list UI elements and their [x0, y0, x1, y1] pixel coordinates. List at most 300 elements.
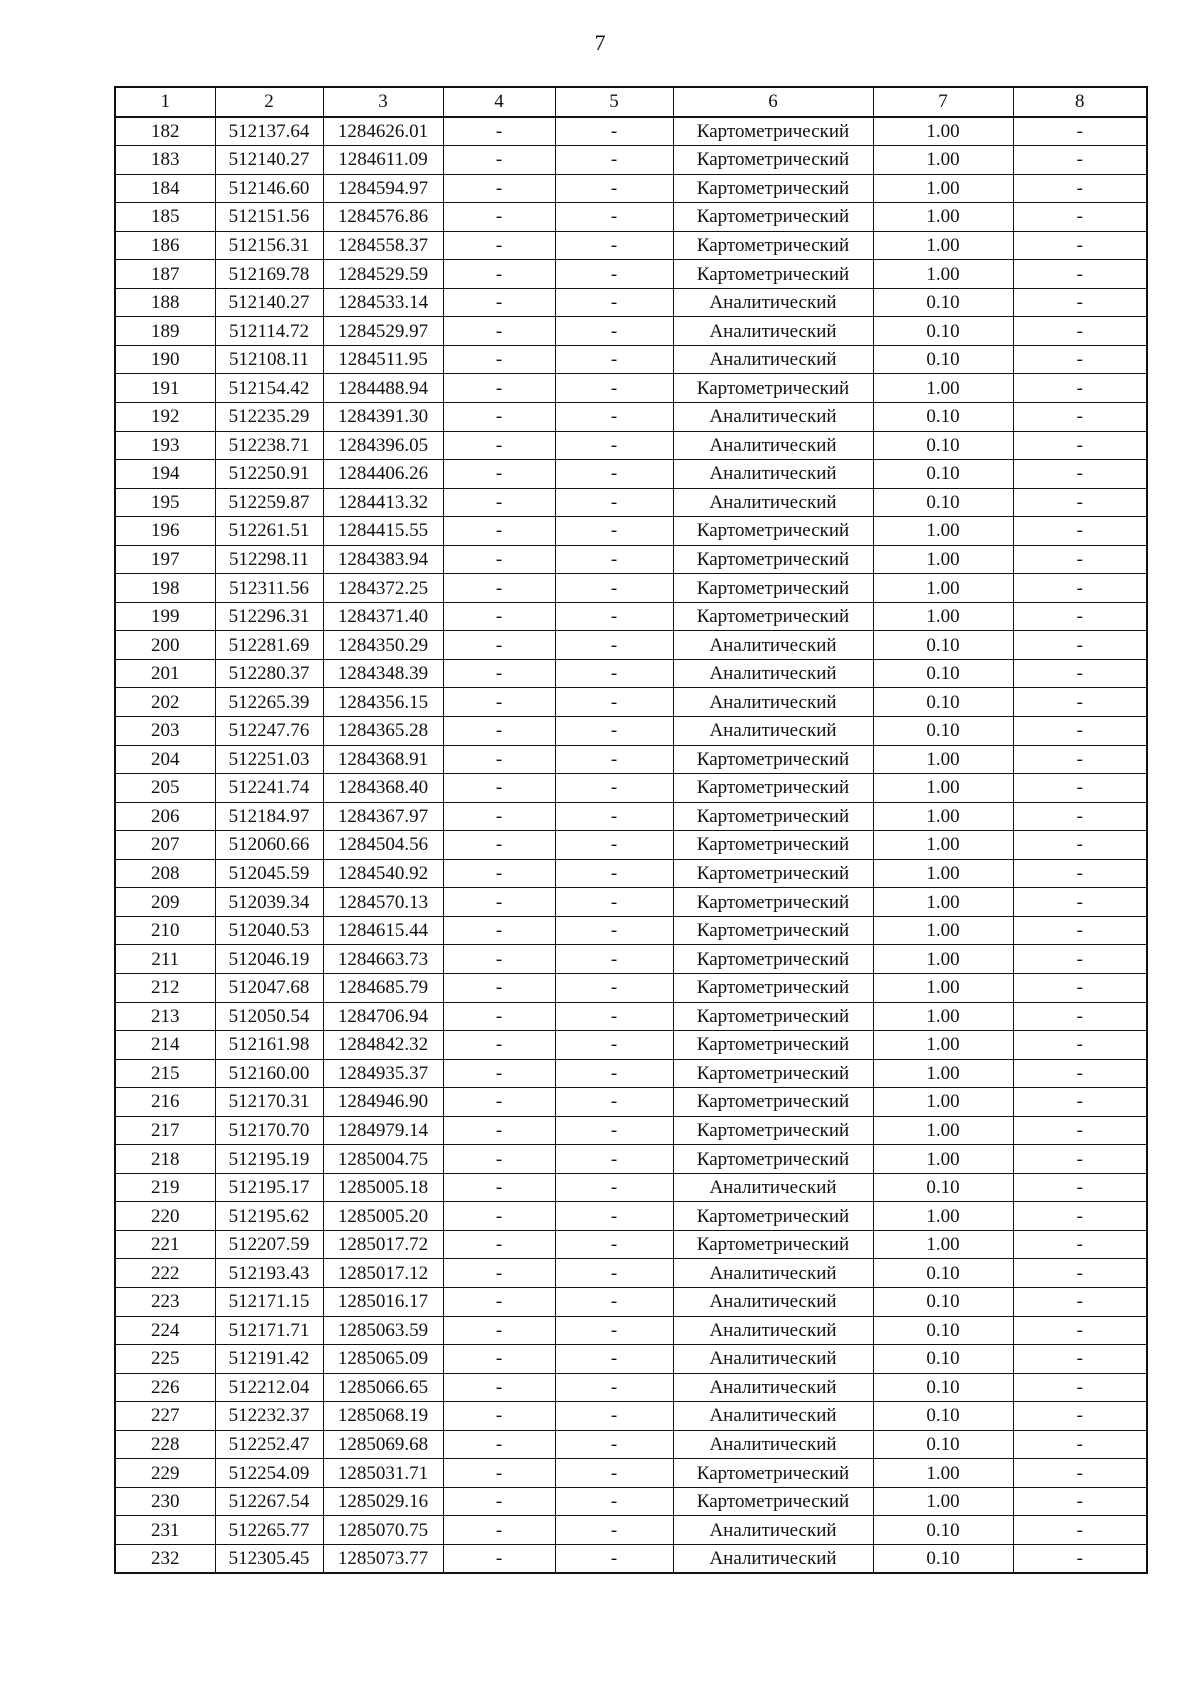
x-coordinate-cell: 512140.27: [215, 146, 323, 175]
col-5-value-cell: -: [555, 574, 673, 603]
accuracy-cell: 1.00: [873, 1002, 1013, 1031]
y-coordinate-cell: 1285005.20: [323, 1202, 443, 1231]
method-cell: Картометрический: [673, 231, 873, 260]
method-cell: Аналитический: [673, 659, 873, 688]
col-8-value-cell: -: [1013, 1173, 1147, 1202]
col-8-value-cell: -: [1013, 631, 1147, 660]
method-cell: Картометрический: [673, 1059, 873, 1088]
y-coordinate-cell: 1284533.14: [323, 288, 443, 317]
col-8-value-cell: -: [1013, 460, 1147, 489]
y-coordinate-cell: 1284540.92: [323, 859, 443, 888]
accuracy-cell: 0.10: [873, 460, 1013, 489]
col-8-value-cell: -: [1013, 1145, 1147, 1174]
x-coordinate-cell: 512212.04: [215, 1373, 323, 1402]
col-5-value-cell: -: [555, 1516, 673, 1545]
table-row: [115, 231, 1147, 260]
accuracy-cell: 1.00: [873, 574, 1013, 603]
table-row: [115, 1287, 1147, 1316]
col-8-value-cell: -: [1013, 231, 1147, 260]
col-4-value-cell: -: [443, 1516, 555, 1545]
accuracy-cell: 1.00: [873, 203, 1013, 232]
col-5-value-cell: -: [555, 1202, 673, 1231]
method-cell: Аналитический: [673, 317, 873, 346]
accuracy-cell: 1.00: [873, 1088, 1013, 1117]
col-4-value-cell: -: [443, 1345, 555, 1374]
method-cell: Картометрический: [673, 545, 873, 574]
col-5-value-cell: -: [555, 859, 673, 888]
y-coordinate-cell: 1285017.72: [323, 1230, 443, 1259]
accuracy-cell: 1.00: [873, 174, 1013, 203]
col-8-value-cell: -: [1013, 1230, 1147, 1259]
x-coordinate-cell: 512170.70: [215, 1116, 323, 1145]
col-8-value-cell: -: [1013, 288, 1147, 317]
y-coordinate-cell: 1284368.40: [323, 774, 443, 803]
table-row: [115, 345, 1147, 374]
accuracy-cell: 1.00: [873, 745, 1013, 774]
y-coordinate-cell: 1285069.68: [323, 1430, 443, 1459]
x-coordinate-cell: 512195.19: [215, 1145, 323, 1174]
table-row: [115, 1402, 1147, 1431]
accuracy-cell: 0.10: [873, 431, 1013, 460]
y-coordinate-cell: 1285031.71: [323, 1459, 443, 1488]
table-header: [115, 87, 1147, 117]
col-5-value-cell: -: [555, 1544, 673, 1573]
column-header-4: 4: [443, 87, 555, 117]
method-cell: Картометрический: [673, 1002, 873, 1031]
x-coordinate-cell: 512171.15: [215, 1287, 323, 1316]
col-4-value-cell: -: [443, 374, 555, 403]
col-5-value-cell: -: [555, 1345, 673, 1374]
col-8-value-cell: -: [1013, 1316, 1147, 1345]
method-cell: Картометрический: [673, 146, 873, 175]
method-cell: Аналитический: [673, 1402, 873, 1431]
col-5-value-cell: -: [555, 1116, 673, 1145]
col-4-value-cell: -: [443, 859, 555, 888]
point-number-cell: 182: [115, 117, 215, 146]
point-number-cell: 198: [115, 574, 215, 603]
y-coordinate-cell: 1284529.59: [323, 260, 443, 289]
x-coordinate-cell: 512265.77: [215, 1516, 323, 1545]
table-row: [115, 374, 1147, 403]
accuracy-cell: 0.10: [873, 317, 1013, 346]
table-row: [115, 774, 1147, 803]
method-cell: Аналитический: [673, 1287, 873, 1316]
point-number-cell: 231: [115, 1516, 215, 1545]
col-8-value-cell: -: [1013, 517, 1147, 546]
col-4-value-cell: -: [443, 260, 555, 289]
col-4-value-cell: -: [443, 1259, 555, 1288]
col-4-value-cell: -: [443, 1459, 555, 1488]
x-coordinate-cell: 512267.54: [215, 1487, 323, 1516]
y-coordinate-cell: 1284663.73: [323, 945, 443, 974]
coordinates-table: [114, 86, 1148, 1574]
col-5-value-cell: -: [555, 174, 673, 203]
method-cell: Картометрический: [673, 203, 873, 232]
method-cell: Картометрический: [673, 859, 873, 888]
point-number-cell: 194: [115, 460, 215, 489]
point-number-cell: 206: [115, 802, 215, 831]
point-number-cell: 183: [115, 146, 215, 175]
y-coordinate-cell: 1285066.65: [323, 1373, 443, 1402]
table-row: [115, 1088, 1147, 1117]
accuracy-cell: 1.00: [873, 774, 1013, 803]
point-number-cell: 226: [115, 1373, 215, 1402]
y-coordinate-cell: 1284396.05: [323, 431, 443, 460]
col-5-value-cell: -: [555, 260, 673, 289]
x-coordinate-cell: 512050.54: [215, 1002, 323, 1031]
col-8-value-cell: -: [1013, 688, 1147, 717]
col-5-value-cell: -: [555, 888, 673, 917]
method-cell: Аналитический: [673, 1259, 873, 1288]
accuracy-cell: 1.00: [873, 260, 1013, 289]
point-number-cell: 185: [115, 203, 215, 232]
x-coordinate-cell: 512296.31: [215, 602, 323, 631]
col-4-value-cell: -: [443, 1116, 555, 1145]
accuracy-cell: 1.00: [873, 1487, 1013, 1516]
col-4-value-cell: -: [443, 1487, 555, 1516]
col-8-value-cell: -: [1013, 317, 1147, 346]
method-cell: Картометрический: [673, 1088, 873, 1117]
col-5-value-cell: -: [555, 403, 673, 432]
method-cell: Аналитический: [673, 1430, 873, 1459]
table-row: [115, 260, 1147, 289]
x-coordinate-cell: 512146.60: [215, 174, 323, 203]
col-8-value-cell: -: [1013, 1345, 1147, 1374]
x-coordinate-cell: 512193.43: [215, 1259, 323, 1288]
col-5-value-cell: -: [555, 1459, 673, 1488]
column-header-5: 5: [555, 87, 673, 117]
method-cell: Картометрический: [673, 1202, 873, 1231]
table-row: [115, 745, 1147, 774]
col-4-value-cell: -: [443, 517, 555, 546]
table-row: [115, 888, 1147, 917]
point-number-cell: 211: [115, 945, 215, 974]
accuracy-cell: 1.00: [873, 517, 1013, 546]
col-5-value-cell: -: [555, 374, 673, 403]
column-header-2: 2: [215, 87, 323, 117]
x-coordinate-cell: 512261.51: [215, 517, 323, 546]
col-8-value-cell: -: [1013, 1031, 1147, 1060]
y-coordinate-cell: 1284372.25: [323, 574, 443, 603]
col-4-value-cell: -: [443, 431, 555, 460]
point-number-cell: 191: [115, 374, 215, 403]
point-number-cell: 213: [115, 1002, 215, 1031]
col-5-value-cell: -: [555, 1487, 673, 1516]
accuracy-cell: 1.00: [873, 545, 1013, 574]
table-row: [115, 973, 1147, 1002]
y-coordinate-cell: 1284570.13: [323, 888, 443, 917]
point-number-cell: 188: [115, 288, 215, 317]
accuracy-cell: 1.00: [873, 602, 1013, 631]
col-5-value-cell: -: [555, 1230, 673, 1259]
table-row: [115, 288, 1147, 317]
col-4-value-cell: -: [443, 1002, 555, 1031]
col-8-value-cell: -: [1013, 945, 1147, 974]
point-number-cell: 215: [115, 1059, 215, 1088]
col-8-value-cell: -: [1013, 1544, 1147, 1573]
x-coordinate-cell: 512281.69: [215, 631, 323, 660]
method-cell: Картометрический: [673, 945, 873, 974]
col-8-value-cell: -: [1013, 1402, 1147, 1431]
col-5-value-cell: -: [555, 1173, 673, 1202]
col-8-value-cell: -: [1013, 260, 1147, 289]
y-coordinate-cell: 1284367.97: [323, 802, 443, 831]
col-8-value-cell: -: [1013, 802, 1147, 831]
x-coordinate-cell: 512140.27: [215, 288, 323, 317]
point-number-cell: 207: [115, 831, 215, 860]
col-8-value-cell: -: [1013, 1373, 1147, 1402]
table-row: [115, 146, 1147, 175]
point-number-cell: 205: [115, 774, 215, 803]
col-4-value-cell: -: [443, 1145, 555, 1174]
col-4-value-cell: -: [443, 146, 555, 175]
accuracy-cell: 1.00: [873, 945, 1013, 974]
accuracy-cell: 0.10: [873, 717, 1013, 746]
method-cell: Аналитический: [673, 345, 873, 374]
col-5-value-cell: -: [555, 945, 673, 974]
col-4-value-cell: -: [443, 888, 555, 917]
table-row: [115, 1516, 1147, 1545]
col-5-value-cell: -: [555, 231, 673, 260]
method-cell: Картометрический: [673, 517, 873, 546]
table-row: [115, 717, 1147, 746]
x-coordinate-cell: 512207.59: [215, 1230, 323, 1259]
point-number-cell: 193: [115, 431, 215, 460]
method-cell: Картометрический: [673, 602, 873, 631]
table-row: [115, 945, 1147, 974]
point-number-cell: 210: [115, 916, 215, 945]
col-4-value-cell: -: [443, 688, 555, 717]
x-coordinate-cell: 512170.31: [215, 1088, 323, 1117]
col-4-value-cell: -: [443, 916, 555, 945]
y-coordinate-cell: 1285065.09: [323, 1345, 443, 1374]
table-row: [115, 1430, 1147, 1459]
col-4-value-cell: -: [443, 488, 555, 517]
col-8-value-cell: -: [1013, 888, 1147, 917]
col-4-value-cell: -: [443, 745, 555, 774]
column-header-8: 8: [1013, 87, 1147, 117]
col-5-value-cell: -: [555, 431, 673, 460]
accuracy-cell: 0.10: [873, 1402, 1013, 1431]
y-coordinate-cell: 1284611.09: [323, 146, 443, 175]
point-number-cell: 201: [115, 659, 215, 688]
point-number-cell: 216: [115, 1088, 215, 1117]
point-number-cell: 197: [115, 545, 215, 574]
method-cell: Аналитический: [673, 1373, 873, 1402]
point-number-cell: 222: [115, 1259, 215, 1288]
point-number-cell: 195: [115, 488, 215, 517]
table-row: [115, 1145, 1147, 1174]
point-number-cell: 208: [115, 859, 215, 888]
y-coordinate-cell: 1285005.18: [323, 1173, 443, 1202]
col-5-value-cell: -: [555, 345, 673, 374]
col-8-value-cell: -: [1013, 1516, 1147, 1545]
accuracy-cell: 1.00: [873, 1145, 1013, 1174]
col-4-value-cell: -: [443, 174, 555, 203]
x-coordinate-cell: 512252.47: [215, 1430, 323, 1459]
accuracy-cell: 1.00: [873, 1116, 1013, 1145]
accuracy-cell: 1.00: [873, 1202, 1013, 1231]
y-coordinate-cell: 1284626.01: [323, 117, 443, 146]
table-row: [115, 117, 1147, 146]
method-cell: Картометрический: [673, 1230, 873, 1259]
accuracy-cell: 1.00: [873, 1059, 1013, 1088]
y-coordinate-cell: 1285004.75: [323, 1145, 443, 1174]
col-4-value-cell: -: [443, 1059, 555, 1088]
accuracy-cell: 0.10: [873, 1345, 1013, 1374]
x-coordinate-cell: 512161.98: [215, 1031, 323, 1060]
point-number-cell: 224: [115, 1316, 215, 1345]
table-row: [115, 317, 1147, 346]
x-coordinate-cell: 512060.66: [215, 831, 323, 860]
col-4-value-cell: -: [443, 1230, 555, 1259]
col-4-value-cell: -: [443, 545, 555, 574]
table-row: [115, 1487, 1147, 1516]
point-number-cell: 221: [115, 1230, 215, 1259]
col-5-value-cell: -: [555, 1031, 673, 1060]
col-8-value-cell: -: [1013, 1116, 1147, 1145]
point-number-cell: 203: [115, 717, 215, 746]
method-cell: Аналитический: [673, 1316, 873, 1345]
col-8-value-cell: -: [1013, 545, 1147, 574]
x-coordinate-cell: 512160.00: [215, 1059, 323, 1088]
col-4-value-cell: -: [443, 831, 555, 860]
x-coordinate-cell: 512305.45: [215, 1544, 323, 1573]
accuracy-cell: 1.00: [873, 374, 1013, 403]
y-coordinate-cell: 1284946.90: [323, 1088, 443, 1117]
col-8-value-cell: -: [1013, 1459, 1147, 1488]
table-row: [115, 1373, 1147, 1402]
y-coordinate-cell: 1284576.86: [323, 203, 443, 232]
y-coordinate-cell: 1284935.37: [323, 1059, 443, 1088]
col-4-value-cell: -: [443, 231, 555, 260]
accuracy-cell: 0.10: [873, 288, 1013, 317]
col-8-value-cell: -: [1013, 1002, 1147, 1031]
y-coordinate-cell: 1284365.28: [323, 717, 443, 746]
table-row: [115, 1259, 1147, 1288]
y-coordinate-cell: 1284488.94: [323, 374, 443, 403]
col-5-value-cell: -: [555, 288, 673, 317]
col-5-value-cell: -: [555, 1316, 673, 1345]
x-coordinate-cell: 512046.19: [215, 945, 323, 974]
y-coordinate-cell: 1285029.16: [323, 1487, 443, 1516]
col-4-value-cell: -: [443, 317, 555, 346]
point-number-cell: 190: [115, 345, 215, 374]
table-row: [115, 403, 1147, 432]
y-coordinate-cell: 1285016.17: [323, 1287, 443, 1316]
x-coordinate-cell: 512235.29: [215, 403, 323, 432]
method-cell: Аналитический: [673, 1173, 873, 1202]
x-coordinate-cell: 512040.53: [215, 916, 323, 945]
method-cell: Картометрический: [673, 574, 873, 603]
table-row: [115, 1173, 1147, 1202]
accuracy-cell: 0.10: [873, 1373, 1013, 1402]
point-number-cell: 199: [115, 602, 215, 631]
col-5-value-cell: -: [555, 460, 673, 489]
table-row: [115, 1202, 1147, 1231]
table-row: [115, 545, 1147, 574]
accuracy-cell: 1.00: [873, 1459, 1013, 1488]
method-cell: Картометрический: [673, 973, 873, 1002]
point-number-cell: 204: [115, 745, 215, 774]
y-coordinate-cell: 1284406.26: [323, 460, 443, 489]
col-8-value-cell: -: [1013, 174, 1147, 203]
col-8-value-cell: -: [1013, 1430, 1147, 1459]
table-row: [115, 1459, 1147, 1488]
col-8-value-cell: -: [1013, 1088, 1147, 1117]
col-5-value-cell: -: [555, 488, 673, 517]
accuracy-cell: 0.10: [873, 631, 1013, 660]
y-coordinate-cell: 1284594.97: [323, 174, 443, 203]
method-cell: Аналитический: [673, 460, 873, 489]
col-8-value-cell: -: [1013, 146, 1147, 175]
accuracy-cell: 0.10: [873, 1259, 1013, 1288]
accuracy-cell: 0.10: [873, 1173, 1013, 1202]
col-5-value-cell: -: [555, 631, 673, 660]
y-coordinate-cell: 1284391.30: [323, 403, 443, 432]
col-4-value-cell: -: [443, 973, 555, 1002]
method-cell: Картометрический: [673, 831, 873, 860]
y-coordinate-cell: 1285017.12: [323, 1259, 443, 1288]
x-coordinate-cell: 512184.97: [215, 802, 323, 831]
col-5-value-cell: -: [555, 203, 673, 232]
table-row: [115, 431, 1147, 460]
method-cell: Картометрический: [673, 916, 873, 945]
point-number-cell: 230: [115, 1487, 215, 1516]
accuracy-cell: 0.10: [873, 1287, 1013, 1316]
table-row: [115, 488, 1147, 517]
col-5-value-cell: -: [555, 1430, 673, 1459]
x-coordinate-cell: 512251.03: [215, 745, 323, 774]
col-8-value-cell: -: [1013, 916, 1147, 945]
col-8-value-cell: -: [1013, 602, 1147, 631]
point-number-cell: 219: [115, 1173, 215, 1202]
table-row: [115, 1230, 1147, 1259]
col-8-value-cell: -: [1013, 1202, 1147, 1231]
accuracy-cell: 0.10: [873, 1316, 1013, 1345]
y-coordinate-cell: 1284413.32: [323, 488, 443, 517]
accuracy-cell: 0.10: [873, 1544, 1013, 1573]
method-cell: Картометрический: [673, 260, 873, 289]
method-cell: Аналитический: [673, 1516, 873, 1545]
point-number-cell: 212: [115, 973, 215, 1002]
table-row: [115, 602, 1147, 631]
y-coordinate-cell: 1284706.94: [323, 1002, 443, 1031]
x-coordinate-cell: 512195.17: [215, 1173, 323, 1202]
col-5-value-cell: -: [555, 1145, 673, 1174]
column-header-1: 1: [115, 87, 215, 117]
point-number-cell: 187: [115, 260, 215, 289]
y-coordinate-cell: 1284529.97: [323, 317, 443, 346]
x-coordinate-cell: 512259.87: [215, 488, 323, 517]
col-5-value-cell: -: [555, 1402, 673, 1431]
x-coordinate-cell: 512108.11: [215, 345, 323, 374]
y-coordinate-cell: 1284842.32: [323, 1031, 443, 1060]
col-8-value-cell: -: [1013, 717, 1147, 746]
x-coordinate-cell: 512232.37: [215, 1402, 323, 1431]
col-8-value-cell: -: [1013, 745, 1147, 774]
x-coordinate-cell: 512151.56: [215, 203, 323, 232]
col-4-value-cell: -: [443, 717, 555, 746]
table-row: [115, 574, 1147, 603]
col-4-value-cell: -: [443, 1031, 555, 1060]
col-5-value-cell: -: [555, 1259, 673, 1288]
table-row: [115, 916, 1147, 945]
col-4-value-cell: -: [443, 460, 555, 489]
col-4-value-cell: -: [443, 345, 555, 374]
col-5-value-cell: -: [555, 545, 673, 574]
col-5-value-cell: -: [555, 146, 673, 175]
